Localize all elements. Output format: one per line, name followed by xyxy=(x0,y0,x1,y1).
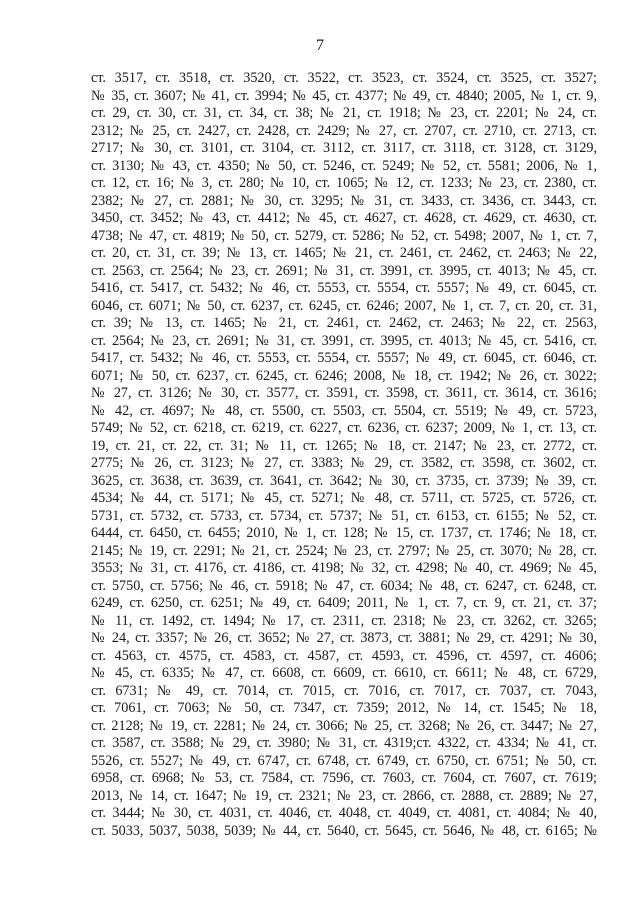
text-line: 6071; № 50, ст. 6237, ст. 6245, ст. 6246; 2008, № 18, ст. 1942; № 26, ст. 3022; xyxy=(91,367,597,384)
text-line: 4534; № 44, ст. 5171; № 45, ст. 5271; № 48, ст. 5711, ст. 5725, ст. 5726, ст. xyxy=(91,490,597,506)
text-line: 3625, ст. 3638, ст. 3639, ст. 3641, ст. 3642; № 30, ст. 3735, ст. 3739; № 39, ст. xyxy=(91,472,597,489)
text-line: ст. 6731; № 49, ст. 7014, ст. 7015, ст. 7016, ст. 7017, ст. 7037, ст. 7043, xyxy=(91,682,597,699)
text-line: 2717; № 30, ст. 3101, ст. 3104, ст. 3112, ст. 3117, ст. 3118, ст. 3128, ст. 3129, xyxy=(91,140,597,156)
text-line: ст. 3517, ст. 3518, ст. 3520, ст. 3522, ст. 3523, ст. 3524, ст. 3525, ст. 3527; xyxy=(91,70,597,86)
text-line: 4738; № 47, ст. 4819; № 50, ст. 5279, ст. 5286; № 52, ст. 5498; 2007, № 1, ст. 7, xyxy=(91,227,597,244)
text-line: ст. 2563, ст. 2564; № 23, ст. 2691; № 31, ст. 3991, ст. 3995, ст. 4013; № 45, ст. xyxy=(91,262,597,279)
text-line: 2013, № 14, ст. 1647; № 19, ст. 2321; № 23, ст. 2866, ст. 2888, ст. 2889; № 27, xyxy=(91,787,597,804)
text-line: ст. 2564; № 23, ст. 2691; № 31, ст. 3991, ст. 3995, ст. 4013; № 45, ст. 5416, ст. xyxy=(91,332,597,349)
text-line: ст. 12, ст. 16; № 3, ст. 280; № 10, ст. 1065; № 12, ст. 1233; № 23, ст. 2380, ст. xyxy=(91,175,597,191)
text-line: № 35, ст. 3607; № 41, ст. 3994; № 45, ст. 4377; № 49, ст. 4840; 2005, № 1, ст. 9, xyxy=(91,87,597,104)
text-line: 2382; № 27, ст. 2881; № 30, ст. 3295; № 31, ст. 3433, ст. 3436, ст. 3443, ст. xyxy=(91,192,597,209)
text-line: 19, ст. 21, ст. 22, ст. 31; № 11, ст. 1265; № 18, ст. 2147; № 23, ст. 2772, ст. xyxy=(91,437,597,454)
text-line: ст. 4563, ст. 4575, ст. 4583, ст. 4587, ст. 4593, ст. 4596, ст. 4597, ст. 4606; xyxy=(91,647,597,664)
text-line: ст. 29, ст. 30, ст. 31, ст. 34, ст. 38; № 21, ст. 1918; № 23, ст. 2201; № 24, ст. xyxy=(91,105,597,121)
text-line: № 45, ст. 6335; № 47, ст. 6608, ст. 6609, ст. 6610, ст. 6611; № 48, ст. 6729, xyxy=(91,665,597,681)
text-line: 6046, ст. 6071; № 50, ст. 6237, ст. 6245, ст. 6246; 2007, № 1, ст. 7, ст. 20, ст. 31, xyxy=(91,297,597,314)
page-number: 7 xyxy=(316,37,324,54)
text-line: 5416, ст. 5417, ст. 5432; № 46, ст. 5553, ст. 5554, ст. 5557; № 49, ст. 6045, ст. xyxy=(91,280,597,296)
text-line: ст. 7061, ст. 7063; № 50, ст. 7347, ст. 7359; 2012, № 14, ст. 1545; № 18, xyxy=(91,700,597,716)
text-line: ст. 3130; № 43, ст. 4350; № 50, ст. 5246, ст. 5249; № 52, ст. 5581; 2006, № 1, xyxy=(91,157,597,174)
text-line: ст. 5033, 5037, 5038, 5039; № 44, ст. 5640, ст. 5645, ст. 5646, № 48, ст. 6165; № xyxy=(91,822,597,839)
text-line: № 24, ст. 3357; № 26, ст. 3652; № 27, ст. 3873, ст. 3881; № 29, ст. 4291; № 30, xyxy=(91,630,597,646)
text-line: ст. 39; № 13, ст. 1465; № 21, ст. 2461, ст. 2462, ст. 2463; № 22, ст. 2563, xyxy=(91,315,597,331)
text-line: ст. 3587, ст. 3588; № 29, ст. 3980; № 31, ст. 4319;ст. 4322, ст. 4334; № 41, ст. xyxy=(91,735,597,751)
text-line: 6444, ст. 6450, ст. 6455; 2010, № 1, ст. 128; № 15, ст. 1737, ст. 1746; № 18, ст. xyxy=(91,525,597,541)
text-line: 2145; № 19, ст. 2291; № 21, ст. 2524; № 23, ст. 2797; № 25, ст. 3070; № 28, ст. xyxy=(91,542,597,559)
text-line: 5526, ст. 5527; № 49, ст. 6747, ст. 6748, ст. 6749, ст. 6750, ст. 6751; № 50, ст. xyxy=(91,752,597,769)
text-line: 5417, ст. 5432; № 46, ст. 5553, ст. 5554, ст. 5557; № 49, ст. 6045, ст. 6046, ст. xyxy=(91,350,597,366)
text-line: ст. 20, ст. 31, ст. 39; № 13, ст. 1465; № 21, ст. 2461, ст. 2462, ст. 2463; № 22, xyxy=(91,245,597,261)
text-line: 6249, ст. 6250, ст. 6251; № 49, ст. 6409; 2011, № 1, ст. 7, ст. 9, ст. 21, ст. 37; xyxy=(91,595,597,611)
text-line: 2775; № 26, ст. 3123; № 27, ст. 3383; № 29, ст. 3582, ст. 3598, ст. 3602, ст. xyxy=(91,455,597,471)
text-line: 5731, ст. 5732, ст. 5733, ст. 5734, ст. 5737; № 51, ст. 6153, ст. 6155; № 52, ст. xyxy=(91,507,597,524)
body-text xyxy=(91,70,597,840)
text-line: 3553; № 31, ст. 4176, ст. 4186, ст. 4198; № 32, ст. 4298; № 40, ст. 4969; № 45, xyxy=(91,560,597,576)
text-line: ст. 3444; № 30, ст. 4031, ст. 4046, ст. 4048, ст. 4049, ст. 4081, ст. 4084; № 40, xyxy=(91,805,597,821)
text-line: 3450, ст. 3452; № 43, ст. 4412; № 45, ст. 4627, ст. 4628, ст. 4629, ст. 4630, ст. xyxy=(91,210,597,226)
text-line: 2312; № 25, ст. 2427, ст. 2428, ст. 2429; № 27, ст. 2707, ст. 2710, ст. 2713, ст. xyxy=(91,122,597,139)
text-line: ст. 2128; № 19, ст. 2281; № 24, ст. 3066; № 25, ст. 3268; № 26, ст. 3447; № 27, xyxy=(91,717,597,734)
text-line: ст. 5750, ст. 5756; № 46, ст. 5918; № 47, ст. 6034; № 48, ст. 6247, ст. 6248, ст. xyxy=(91,577,597,594)
text-line: № 11, ст. 1492, ст. 1494; № 17, ст. 2311, ст. 2318; № 23, ст. 3262, ст. 3265; xyxy=(91,612,597,629)
text-line: № 42, ст. 4697; № 48, ст. 5500, ст. 5503, ст. 5504, ст. 5519; № 49, ст. 5723, xyxy=(91,402,597,419)
text-line: № 27, ст. 3126; № 30, ст. 3577, ст. 3591, ст. 3598, ст. 3611, ст. 3614, ст. 3616; xyxy=(91,385,597,401)
text-line: 6958, ст. 6968; № 53, ст. 7584, ст. 7596, ст. 7603, ст. 7604, ст. 7607, ст. 7619; xyxy=(91,770,597,786)
text-line: 5749; № 52, ст. 6218, ст. 6219, ст. 6227, ст. 6236, ст. 6237; 2009, № 1, ст. 13, ст. xyxy=(91,420,597,436)
